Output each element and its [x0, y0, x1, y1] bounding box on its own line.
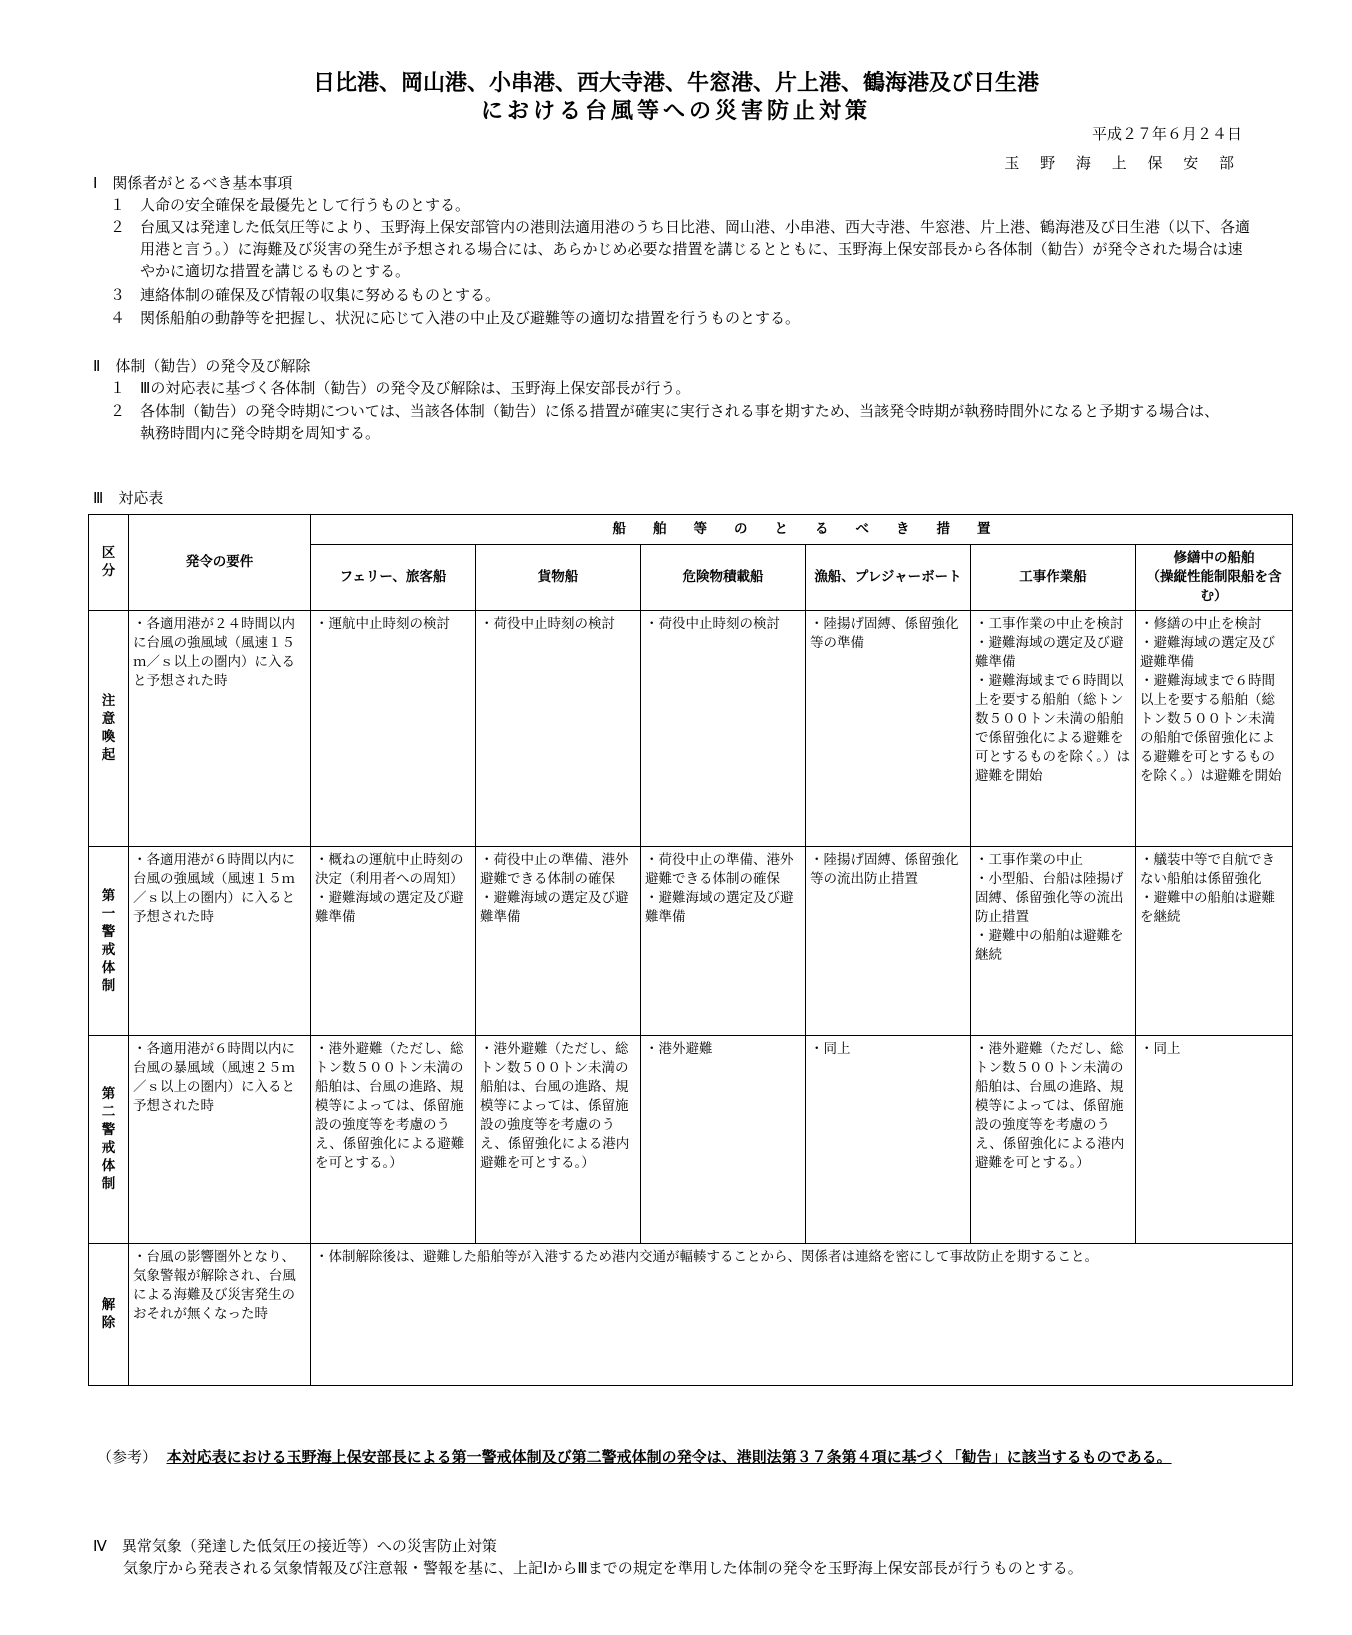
reference-text: 本対応表における玉野海上保安部長による第一警戒体制及び第二警戒体制の発令は、港則法第３７条第４項に基づく「勧告」に該当するものである。 [166, 1448, 1172, 1466]
page-title-line2: における台風等への災害防止対策 [480, 99, 871, 124]
measure-cell: ・概ねの運航中止時刻の決定（利用者への周知） ・避難海域の選定及び避難準備 [311, 847, 476, 1036]
issue-date: 平成２７年６月２４日 [1091, 125, 1242, 143]
measure-cell: ・港外避難（ただし、総トン数５００トン未満の船舶は、台風の進路、規模等によっては、係留施設の強度等を考慮のうえ、係留強化による港内避難を可とする。） [971, 1036, 1136, 1244]
header-vessel-construction: 工事作業船 [971, 545, 1136, 611]
measure-cell: ・工事作業の中止 ・小型船、台船は陸揚げ固縛、係留強化等の流出防止措置 ・避難中の船舶は避難を継続 [971, 847, 1136, 1036]
issuing-organization: 玉 野 海 上 保 安 部 [1004, 154, 1242, 172]
section1-item: ３ 連絡体制の確保及び情報の収集に努めるものとする。 [110, 286, 501, 304]
measure-cell: ・艤装中等で自航できない船舶は係留強化 ・避難中の船舶は避難を継続 [1136, 847, 1293, 1036]
measure-cell: ・港外避難 [641, 1036, 806, 1244]
table-row [89, 1244, 1293, 1386]
measure-cell: ・荷役中止の準備、港外避難できる体制の確保 ・避難海域の選定及び避難準備 [641, 847, 806, 1036]
row-category: 第二警戒体制 [89, 1036, 129, 1244]
reference-note [97, 1446, 1292, 1468]
row-category: 解除 [89, 1244, 129, 1386]
section1-item: ４ 関係船舶の動静等を把握し、状況に応じて入港の中止及び避難等の適切な措置を行うものとする。 [110, 309, 801, 327]
section4-heading: Ⅳ 異常気象（発達した低気圧の接近等）への災害防止対策 [93, 1537, 497, 1555]
measure-cell: ・運航中止時刻の検討 [311, 611, 476, 847]
row-requirement: ・各適用港が２４時間以内に台風の強風域（風速１５ｍ／ｓ以上の圏内）に入ると予想された時 [129, 611, 311, 847]
section1-heading: Ⅰ 関係者がとるべき基本事項 [93, 174, 293, 192]
table-row [89, 611, 1293, 847]
section4-text: 気象庁から発表される気象情報及び注意報・警報を基に、上記ⅠからⅢまでの規定を準用した体制の発令を玉野海上保安部長が行うものとする。 [123, 1559, 1083, 1577]
row-requirement: ・各適用港が６時間以内に台風の強風域（風速１５ｍ／ｓ以上の圏内）に入ると予想された時 [129, 847, 311, 1036]
measure-cell: ・陸揚げ固縛、係留強化等の流出防止措置 [806, 847, 971, 1036]
row-category: 第一警戒体制 [89, 847, 129, 1036]
measure-cell: ・荷役中止の準備、港外避難できる体制の確保 ・避難海域の選定及び避難準備 [476, 847, 641, 1036]
section1-item: ２ 台風又は発達した低気圧等により、玉野海上保安部管内の港則法適用港のうち日比港、岡山港、小串港、西大寺港、牛窓港、片上港、鶴海港及び日生港（以下、各適用港と言う。）に海難及び災害の発生が予想される場合には、あらかじめ必要な措置を講じるとともに、玉野海上保安部長から各体制（勧告）が発令された場合は速やかに適切な措置を講じるものとする。 [110, 218, 1251, 280]
section1-item: １ 人命の安全確保を最優先として行うものとする。 [110, 196, 471, 214]
table-row [89, 1036, 1293, 1244]
header-vessel-cargo: 貨物船 [476, 545, 641, 611]
table-row [89, 847, 1293, 1036]
header-vessel-hazardous: 危険物積載船 [641, 545, 806, 611]
header-requirement: 発令の要件 [129, 515, 311, 611]
section2-item: １ Ⅲの対応表に基づく各体制（勧告）の発令及び解除は、玉野海上保安部長が行う。 [110, 379, 691, 397]
header-vessel-ferry: フェリー、旅客船 [311, 545, 476, 611]
measure-cell-all: ・体制解除後は、避難した船舶等が入港するため港内交通が輻輳することから、関係者は連絡を密にして事故防止を期すること。 [311, 1244, 1293, 1386]
measure-cell: ・修繕の中止を検討 ・避難海域の選定及び避難準備 ・避難海域まで６時間以上を要する船舶（総トン数５００トン未満の船舶で係留強化による避難を可とするものを除く。）は避難を開始 [1136, 611, 1293, 847]
measure-cell: ・同上 [1136, 1036, 1293, 1244]
header-vessel-repair: 修繕中の船舶 （操縦性能制限船を含む） [1136, 545, 1293, 611]
row-category: 注意喚起 [89, 611, 129, 847]
measure-cell: ・港外避難（ただし、総トン数５００トン未満の船舶は、台風の進路、規模等によっては、係留施設の強度等を考慮のうえ、係留強化による避難を可とする。） [311, 1036, 476, 1244]
section3-heading: Ⅲ 対応表 [93, 489, 164, 507]
header-category: 区分 [89, 515, 129, 611]
measure-cell: ・港外避難（ただし、総トン数５００トン未満の船舶は、台風の進路、規模等によっては、係留施設の強度等を考慮のうえ、係留強化による港内避難を可とする。） [476, 1036, 641, 1244]
page-title-line1: 日比港、岡山港、小串港、西大寺港、牛窓港、片上港、鶴海港及び日生港 [312, 71, 1039, 96]
measure-cell: ・同上 [806, 1036, 971, 1244]
row-requirement: ・台風の影響圏外となり、気象警報が解除され、台風による海難及び災害発生のおそれが無くなった時 [129, 1244, 311, 1386]
row-requirement: ・各適用港が６時間以内に台風の暴風域（風速２５ｍ／ｓ以上の圏内）に入ると予想された時 [129, 1036, 311, 1244]
section2-item: ２ 各体制（勧告）の発令時期については、当該各体制（勧告）に係る措置が確実に実行される事を期すため、当該発令時期が執務時間外になると予期する場合は、執務時間内に発令時期を周知する。 [110, 402, 1220, 442]
section2-heading: Ⅱ 体制（勧告）の発令及び解除 [93, 357, 311, 375]
section4 [93, 1535, 1083, 1579]
measure-cell: ・工事作業の中止を検討 ・避難海域の選定及び避難準備 ・避難海域まで６時間以上を要する船舶（総トン数５００トン未満の船舶で係留強化による避難を可とするものを除く。）は避難を開始 [971, 611, 1136, 847]
measure-cell: ・陸揚げ固縛、係留強化等の準備 [806, 611, 971, 847]
measure-cell: ・荷役中止時刻の検討 [641, 611, 806, 847]
header-measures-group: 船 舶 等 の と る べ き 措 置 [311, 515, 1293, 545]
header-vessel-fishing: 漁船、プレジャーボート [806, 545, 971, 611]
response-table [88, 514, 1293, 1386]
measure-cell: ・荷役中止時刻の検討 [476, 611, 641, 847]
reference-label: （参考） [97, 1448, 158, 1466]
